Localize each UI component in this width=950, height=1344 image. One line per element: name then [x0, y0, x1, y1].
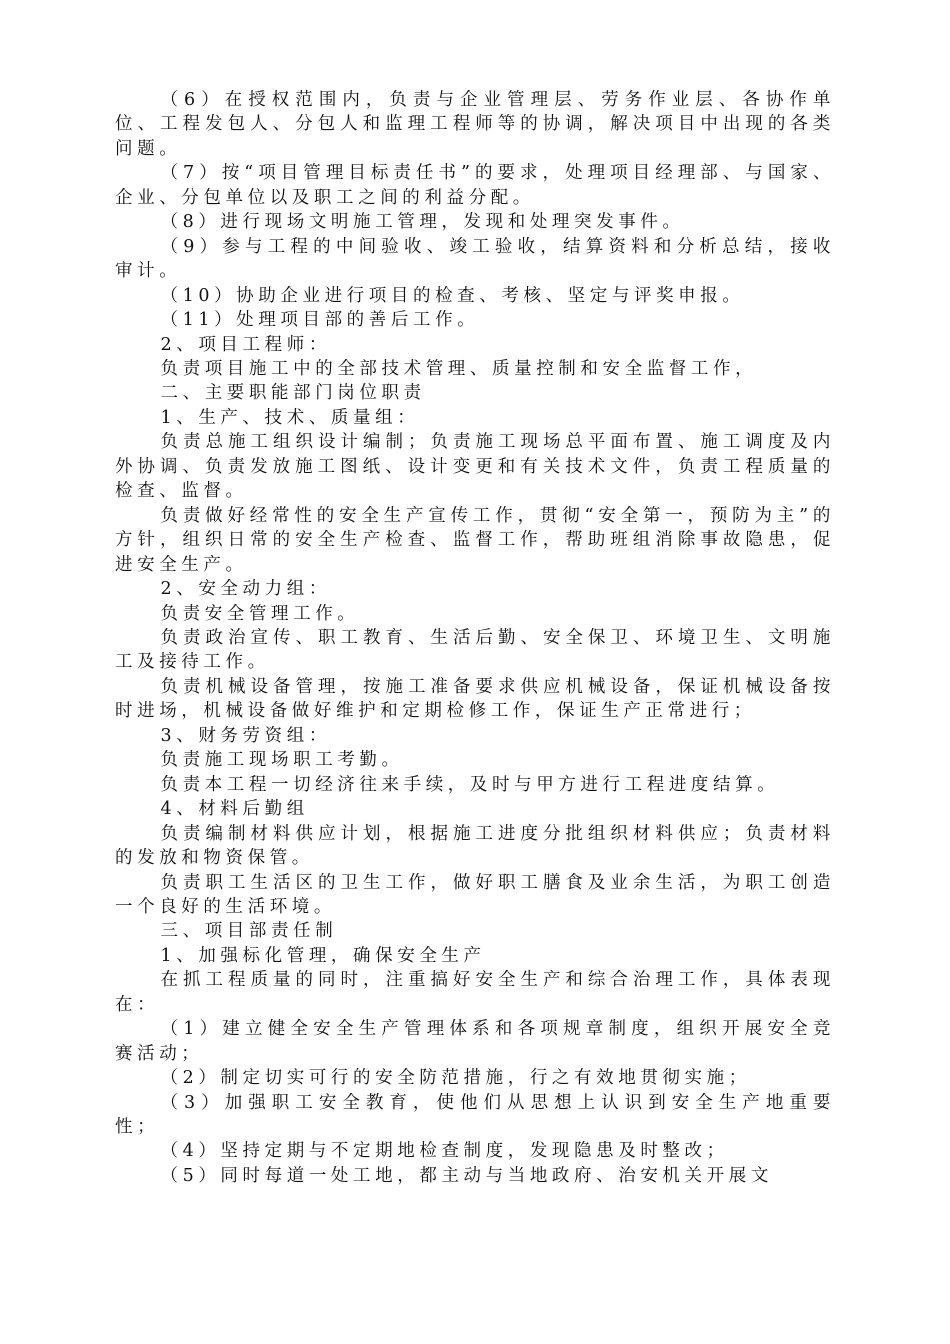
paragraph-safety-propaganda: 负责做好经常性的安全生产宣传工作，贯彻“安全第一，预防为主”的方针，组织日常的安全生产检查、监督工作，帮助班组消除事故隐患，促进安全生产。 — [115, 505, 835, 575]
section-heading-responsibility-system: 三、项目部责任制 — [160, 921, 338, 942]
document-page — [115, 88, 835, 1188]
paragraph-item-4-inspection-system: （4）坚持定期与不定期地检查制度，发现隐患及时整改； — [160, 1141, 729, 1162]
paragraph-economic-settlement: 负责本工程一切经济往来手续，及时与甲方进行工程进度结算。 — [160, 774, 780, 795]
paragraph-item-8-civilized-construction: （8）进行现场文明施工管理，发现和处理突发事件。 — [160, 212, 685, 233]
subheading-production-tech-quality: 1、生产、技术、质量组： — [160, 407, 420, 428]
subheading-finance-labor-group: 3、财务劳资组： — [160, 725, 331, 746]
paragraph-material-supply-plan: 负责编制材料供应计划，根据施工进度分批组织材料供应；负责材料的发放和物资保管。 — [115, 823, 835, 869]
subheading-safety-power-group: 2、安全动力组： — [160, 579, 331, 600]
paragraph-item-9-acceptance: （9）参与工程的中间验收、竣工验收，结算资料和分析总结，接收审计。 — [115, 236, 835, 282]
paragraph-item-5-local-cooperation: （5）同时每道一处工地，都主动与当地政府、治安机关开展文 — [160, 1165, 773, 1186]
paragraph-item-11-aftermath: （11）处理项目部的善后工作。 — [160, 310, 480, 331]
subheading-materials-logistics-group: 4、材料后勤组 — [160, 799, 309, 820]
paragraph-construction-organization: 负责总施工组织设计编制；负责施工现场总平面布置、施工调度及内外协调、负责发放施工图纸、设计变更和有关技术文件，负责工程质量的检查、监督。 — [115, 432, 835, 502]
paragraph-item-1-safety-system: （1）建立健全安全生产管理体系和各项规章制度，组织开展安全竞赛活动； — [115, 1019, 835, 1064]
paragraph-political-propaganda: 负责政治宣传、职工教育、生活后勤、安全保卫、环境卫生、文明施工及接待工作。 — [115, 627, 835, 673]
paragraph-project-engineer-duty: 负责项目施工中的全部技术管理、质量控制和安全监督工作， — [160, 358, 758, 379]
paragraph-item-6-authority: （6）在授权范围内，负责与企业管理层、劳务作业层、各协作单位、工程发包人、分包人和监理工程师等的协调，解决项目中出现的各类问题。 — [115, 90, 835, 159]
subheading-project-engineer: 2、项目工程师： — [160, 334, 331, 355]
paragraph-machinery-management: 负责机械设备管理，按施工准备要求供应机械设备，保证机械设备按时进场，机械设备做好维护和定期检修工作，保证生产正常进行； — [115, 676, 835, 722]
paragraph-item-2-safety-measures: （2）制定切实可行的安全防范措施，行之有效地贯彻实施； — [160, 1068, 751, 1089]
section-heading-department-duties: 二、主要职能部门岗位职责 — [160, 383, 426, 404]
paragraph-item-3-safety-education: （3）加强职工安全教育，使他们从思想上认识到安全生产地重要性； — [115, 1092, 835, 1138]
paragraph-item-10-inspection: （10）协助企业进行项目的检查、考核、坚定与评奖申报。 — [160, 285, 745, 306]
subheading-standardized-management: 1、加强标化管理，确保安全生产 — [160, 945, 486, 966]
paragraph-attendance: 负责施工现场职工考勤。 — [160, 750, 404, 771]
paragraph-living-area-hygiene: 负责职工生活区的卫生工作，做好职工膳食及业余生活，为职工创造一个良好的生活环境。 — [115, 872, 835, 917]
paragraph-quality-and-safety: 在抓工程质量的同时，注重搞好安全生产和综合治理工作，具体表现在： — [115, 970, 835, 1015]
paragraph-item-7-benefit-distribution: （7）按“项目管理目标责任书”的要求，处理项目经理部、与国家、企业、分包单位以及职工之间的利益分配。 — [115, 163, 835, 208]
paragraph-safety-management: 负责安全管理工作。 — [160, 603, 360, 624]
